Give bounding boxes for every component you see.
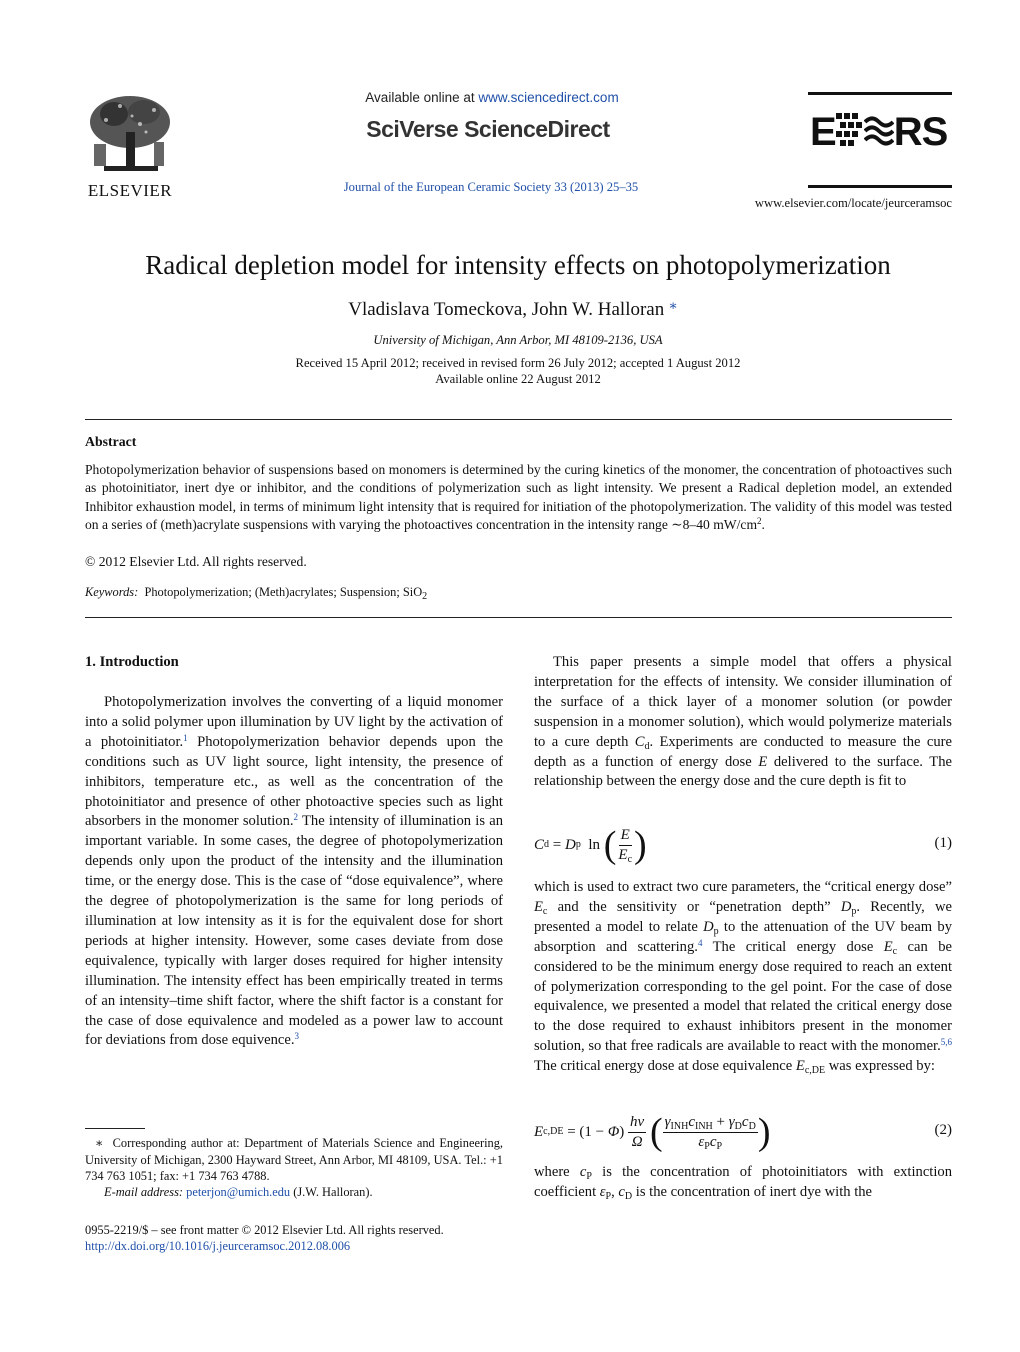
journal-reference[interactable]: Journal of the European Ceramic Society 33 (2013) 25–35 xyxy=(343,180,639,194)
ref-4[interactable]: 4 xyxy=(697,937,703,948)
divider-body xyxy=(85,617,952,618)
wave-icon xyxy=(864,113,894,147)
right-paragraph-1: This paper presents a simple model that offers a physical interpretation for the effects of intensity. We consider illumination of the surface of a thick layer of a monomer solution (or powder suspension in a monomer solution), which would polymerize materials to a cure depth $C_d$. Experiments are conducted to measure the cure depth as a function of energy dose E delivered to the surface. The relationship between the energy dose and the cure depth is fit to xyxy=(534,654,952,790)
issn-line: 0955-2219/$ – see front matter © 2012 Elsevier Ltd. All rights reserved. xyxy=(85,1223,444,1237)
keywords-label: Keywords: xyxy=(85,585,139,599)
ref-2[interactable]: 2 xyxy=(293,812,299,823)
keywords: Keywords: Photopolymerization; (Meth)acrylates; Suspension; SiO$_2$ xyxy=(85,585,428,602)
journal-url[interactable]: www.elsevier.com/locate/jeurceramsoc xyxy=(754,196,952,210)
available-online-date: Available online 22 August 2012 xyxy=(435,372,601,386)
available-online: Available online at www.sciencedirect.com xyxy=(365,90,619,105)
publisher-name: ELSEVIER xyxy=(87,181,173,200)
affiliation: University of Michigan, Ann Arbor, MI 48109-2136, USA xyxy=(373,333,663,347)
email-footnote: E-mail address: peterjon@umich.edu (J.W. Halloran). xyxy=(104,1185,373,1199)
article-title: Radical depletion model for intensity effects on photopolymerization xyxy=(145,250,891,280)
corresponding-author-footnote: ∗ Corresponding author at: Department of Materials Science and Engineering, University of Michigan, 2300 Hayward Street, Ann Arbor, MI 48109, USA. Tel.: +1 734 763 1051; fax: +1 734 763 4788. xyxy=(85,1136,503,1184)
journal-logo xyxy=(808,92,952,188)
right-paragraph-3: where $c_P$ is the concentration of photoinitiators with extinction coefficient $\varepsilon_P$, $c_D$ is the concentration of inert dye with the xyxy=(534,1164,952,1202)
received-dates: Received 15 April 2012; received in revised form 26 July 2012; accepted 1 August 2012 xyxy=(295,356,741,370)
equation-2-number: (2) xyxy=(934,1122,952,1138)
doi-link[interactable]: http://dx.doi.org/10.1016/j.jeurceramsoc.2012.08.006 xyxy=(85,1239,351,1253)
abstract-text: Photopolymerization behavior of suspensions based on monomers is determined by the curing kinetics of the monomer, the concentration of photoactives such as photoinitiator, inert dye or inhibitor, and the conditions of polymerization such as light intensity. We present a Radical depletion model, an extended Inhibitor exhaustion model, in terms of minimum light intensity that is required for initiation of the photopolymerization. The validity of this model was tested on a series of (meth)acrylate suspensions with varying the photoactives concentration in the intensity range ∼8–40 $mW/cm^2$. xyxy=(85,462,952,532)
author-footnote-mark[interactable]: ∗ xyxy=(668,299,678,314)
ref-1[interactable]: 1 xyxy=(183,732,188,743)
ref-5-6[interactable]: 5,6 xyxy=(940,1037,952,1048)
email-link[interactable]: peterjon@umich.edu xyxy=(186,1185,291,1199)
equation-2: E c,DE = (1 − Φ ) $\frac{h\nu}{\Omega}$ ( $\frac{\gamma_{INH}c_{INH} + \gamma_Dc_D}{\varepsilon_Pc_P}$ ) (2) xyxy=(534,1111,952,1153)
equation-1-number: (1) xyxy=(934,835,952,851)
sciverse-logo: SciVerse ScienceDirect xyxy=(366,116,610,142)
divider-top xyxy=(85,419,952,420)
right-paragraph-2: which is used to extract two cure parameters, the “critical energy dose” $E_c$ and the sensitivity or “penetration depth” $D_p$. Recently, we presented a model to relate $D_p$ to the attenuation of the UV beam by absorption and scattering.$^4$ The critical energy dose $E_c$ can be considered to be the minimum energy dose required to reach an extent of polymerization corresponding to the gel point. For the case of dose equivalence, we presented a model that related the critical energy dose to the dose required to exhaust inhibitors present in the monomer solution, so that free radicals are available to react with the monomer.$^{5,6}$ The critical energy dose at dose equivalence $E_{c,DE}$ was expressed by: xyxy=(534,879,953,1077)
footnote-rule xyxy=(85,1128,145,1129)
sciencedirect-link[interactable]: www.sciencedirect.com xyxy=(478,90,619,105)
article-authors: Vladislava Tomeckova, John W. Halloran ∗ xyxy=(348,299,678,320)
ref-3[interactable]: 3 xyxy=(294,1031,300,1042)
ceramic-grid-icon xyxy=(836,113,864,147)
abstract-heading: Abstract xyxy=(85,434,137,449)
equation-1: C d = D p ln ( $\frac{E}{E_c}$ ) (1) xyxy=(534,824,952,866)
copyright-line: © 2012 Elsevier Ltd. All rights reserved. xyxy=(85,554,307,569)
elsevier-logo xyxy=(84,92,176,200)
section-heading-introduction: 1. Introduction xyxy=(85,654,179,670)
journal-logo-e: E xyxy=(810,110,836,154)
journal-logo-rs: RS xyxy=(893,110,948,154)
intro-paragraph: Photopolymerization involves the converting of a liquid monomer into a solid polymer upon illumination by UV light by the activation of a photoinitiator.$^1$ Photopolymerization behavior depends upon the conditions such as UV light source, light intensity, the presence of inhibitors, temperature etc., as well as the concentration of the photoinitiator and presence of other photoactive species such as light absorbers in the monomer solution.$^2$ The intensity of illumination is an important variable. In some cases, the degree of photopolymerization depends only upon the product of the intensity and the illumination time, or the energy dose. This is the case of “dose equivalence”, where the degree of photopolymerization is the same for long periods of illumination at low intensity as it is for the equivalent dose for short periods at higher intensity. However, some cases deviate from dose equivalence, typically with larger doses required for higher intensity illumination. The intensity effect has been empirically treated in terms of an intensity–time shift factor, where the shift factor is a constant for the case of dose equivalence and modeled as a power law to account for deviations from dose equivence.$^3$ xyxy=(85,694,503,1049)
